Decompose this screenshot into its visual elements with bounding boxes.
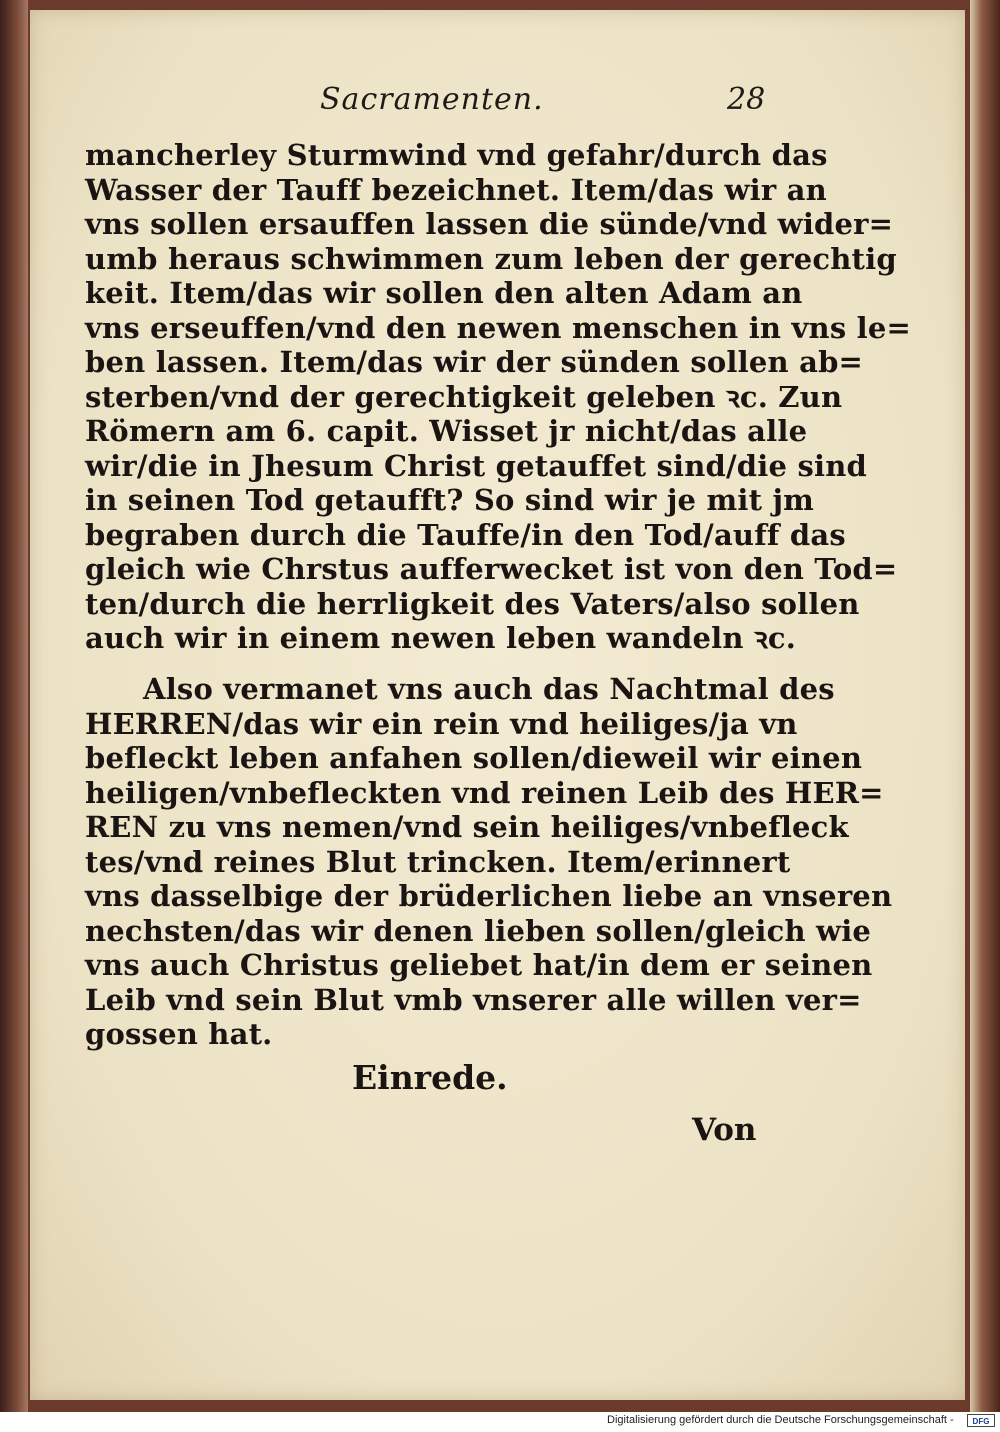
- text-line: ben lassen. Item/das wir der sünden sollen ab=: [85, 345, 864, 379]
- text-line: vns sollen ersauffen lassen die sünde/vnd wider=: [85, 207, 894, 241]
- text-line: heiligen/vnbefleckten vnd reinen Leib des HER=: [85, 775, 884, 810]
- text-line: in seinen Tod getaufft? So sind wir je mit jm: [85, 483, 815, 517]
- book-page: [30, 10, 965, 1400]
- digitization-credit: Digitalisierung gefördert durch die Deutsche Forschungsgemeinschaft -: [607, 1414, 954, 1426]
- text-line: mancherley Sturmwind vnd gefahr/durch das: [85, 138, 828, 172]
- text-line: vns erseuffen/vnd den newen menschen in vns le=: [85, 310, 912, 345]
- page-number: 28: [727, 82, 766, 117]
- page-fore-edge: [970, 0, 1000, 1412]
- text-line: tes/vnd reines Blut trincken. Item/erinnert: [85, 844, 791, 879]
- text-line: Wasser der Tauff bezeichnet. Item/das wir an: [85, 172, 827, 207]
- text-line: Leib vnd sein Blut vmb vnserer alle willen ver=: [85, 982, 862, 1017]
- text-line: Römern am 6. capit. Wisset jr nicht/das alle: [85, 414, 808, 448]
- text-line: keit. Item/das wir sollen den alten Adam an: [85, 276, 803, 310]
- book-binding-edge: [0, 0, 28, 1412]
- text-line: HERREN/das wir ein rein vnd heiliges/ja vn: [85, 706, 798, 741]
- catchword: Von: [692, 1112, 757, 1148]
- section-heading: Einrede.: [352, 1058, 508, 1097]
- text-line: gleich wie Chrstus aufferwecket ist von den Tod=: [85, 552, 898, 586]
- text-line: nechsten/das wir denen lieben sollen/gleich wie: [85, 913, 872, 948]
- running-head-title: Sacramenten.: [320, 82, 544, 117]
- text-line: wir/die in Jhesum Christ getauffet sind/die sind: [85, 448, 867, 483]
- text-line: befleckt leben anfahen sollen/dieweil wir einen: [85, 741, 863, 775]
- text-line: sterben/vnd der gerechtigkeit geleben ꝛc. Zun: [85, 379, 843, 414]
- dfg-logo[interactable]: DFG: [967, 1414, 995, 1427]
- text-line: auch wir in einem newen leben wandeln ꝛc.: [85, 621, 797, 655]
- text-line: begraben durch die Tauffe/in den Tod/auff das: [85, 517, 846, 552]
- text-line: umb heraus schwimmen zum leben der gerechtig: [85, 241, 897, 276]
- paragraph-1: [85, 138, 912, 656]
- text-line: gossen hat.: [85, 1017, 273, 1051]
- text-line: ten/durch die herrligkeit des Vaters/also sollen: [85, 586, 860, 621]
- text-line: REN zu vns nemen/vnd sein heiliges/vnbefleck: [85, 810, 849, 844]
- text-line: vns auch Christus geliebet hat/in dem er seinen: [85, 948, 873, 982]
- text-line: Also vermanet vns auch das Nachtmal des: [143, 672, 835, 706]
- paragraph-2: [85, 672, 893, 1052]
- text-line: vns dasselbige der brüderlichen liebe an vnseren: [85, 879, 893, 913]
